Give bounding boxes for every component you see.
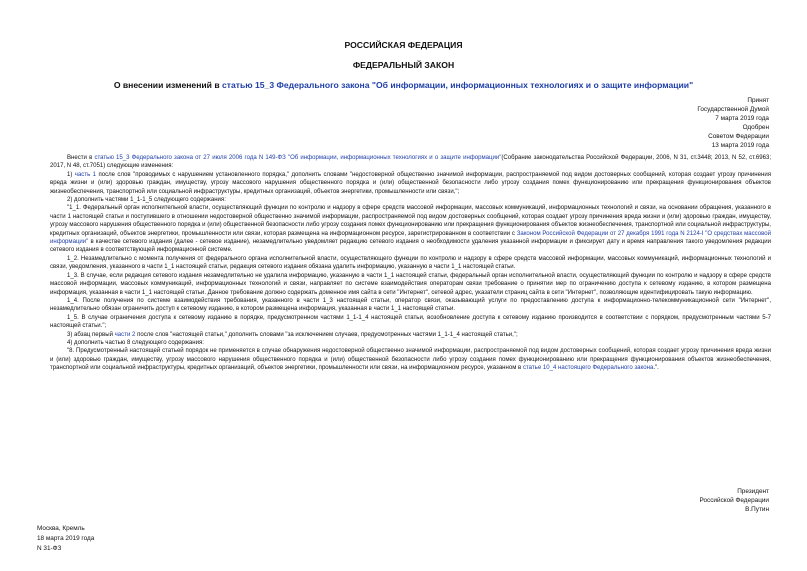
signature-line: В.Путин <box>745 506 769 513</box>
country-heading: РОССИЙСКАЯ ФЕДЕРАЦИЯ <box>344 40 463 50</box>
paragraph-item-4: 4) дополнить частью 8 следующего содержания: <box>67 339 204 346</box>
text: Внести в <box>67 155 95 161</box>
approval-line: 13 марта 2019 года <box>711 142 769 149</box>
paragraph-part-1-3: 1_3. В случае, если редакция сетевого издания незамедлительно не удалила информацию, указанную в части 1_1 настоящей статьи, федеральный орган исполнительной власти, осуществляющий функции по контролю и надзору в сфере средств массовой информации, массовых коммуникаций, информационных технологий и связи, направляет по системе взаимодействия операторам связи требование о принятии мер по ограничению доступа к сетевому изданию, в котором размещена информация, указанная в части 1_1 настоящей статьи. Данное требование должно содержать доменное имя сайта в сети "Интернет", сетевой адрес, указатели страниц сайта в сети "Интернет", позволяющие идентифицировать такую информацию. <box>50 272 771 296</box>
paragraph-item-1 <box>50 171 771 196</box>
part-2-link[interactable]: части 2 <box>114 331 136 338</box>
paragraph-part-1-5: 1_5. В случае ограничения доступа к сетевому изданию в порядке, предусмотренном частями 1_1-1_4 настоящей статьи, возобновление доступа к сетевому изданию производится в соответствии с порядком, предусмотренным частями 5-7 настоящей статьи."; <box>50 314 771 330</box>
signature-line: Президент <box>737 488 769 495</box>
law-title <box>0 80 807 90</box>
text: после слов "проводимых с нарушением установленного порядка," дополнить словами "недостоверной общественно значимой информации, распространяемой под видом достоверных сообщений, которая создает угрозу причинения вреда жизни и (или) здоровью граждан, имуществу, угрозу массового нарушения общественного порядка и (или) общественной безопасности либо угрозу создания помех функционированию или прекращения функционирования объектов жизнеобеспечения, транспортной или социальной инфраструктуры, кредитных организаций, объектов энергетики, промышленности или связи,"; <box>50 171 771 195</box>
text: после слов "настоящей статьи," дополнить словами "за исключением случаев, предусмотренных частями 1_1-1_4 настоящей статьи,"; <box>135 331 518 338</box>
paragraph-item-2: 2) дополнить частями 1_1-1_5 следующего содержания: <box>67 197 226 204</box>
footer-block <box>37 524 94 554</box>
paragraph-intro <box>50 154 771 171</box>
doc-type-heading: ФЕДЕРАЛЬНЫЙ ЗАКОН <box>352 60 455 70</box>
approval-line: Государственной Думой <box>697 106 769 113</box>
approval-line: Одобрен <box>742 124 769 131</box>
paragraph-item-3 <box>50 331 771 339</box>
text: (Собрание законодательства Российской Федерации, 2006, N 31, ст.3448; 2013, N 52, ст.6963; 2017, N 48, ст.7051) следующие изменения: <box>50 155 771 170</box>
signature-line: Российской Федерации <box>699 497 769 504</box>
law-body <box>50 154 771 373</box>
law-number: N 31-ФЗ <box>37 545 62 552</box>
approval-block <box>569 96 769 150</box>
signature-block <box>569 487 769 514</box>
paragraph-part-8 <box>50 347 771 372</box>
mass-media-law-link[interactable]: Законом Российской Федерации от 27 декабря 1991 года N 2124-I "О средствах массовой информации" <box>50 230 772 246</box>
part-1-link[interactable]: часть 1 <box>74 171 97 178</box>
signing-place: Москва, Кремль <box>37 525 85 532</box>
text: 3) абзац первый <box>67 331 115 338</box>
law-title-text: О внесении изменений в <box>113 80 223 90</box>
approval-line: 7 марта 2019 года <box>715 115 769 122</box>
text: "1_1. Федеральный орган исполнительной власти, осуществляющий функции по контролю и надзору в сфере средств массовой информации, массовых коммуникаций, информационных технологий и связи, на основании обращения, указанного в части 1 настоящей статьи и поступившего в отношении недостоверной общественно значимой информации, распространяемой под видом достоверных сообщений, которая создает угрозу причинения вреда жизни и (или) здоровью граждан, имуществу, угрозу массового нарушения общественного порядка и (или) общественной безопасности либо угрозу создания помех функционированию или прекращения функционирования объектов жизнеобеспечения, транспортной или социальной инфраструктуры, кредитных организаций, объектов энергетики, промышленности или связи, которая размещена на информационном ресурсе, зарегистрированном в соответствии с <box>50 205 771 237</box>
paragraph-part-1-4: 1_4. После получения по системе взаимодействия требования, указанного в части 1_3 настоящей статьи, оператор связи, оказывающий услуги по предоставлению доступа к информационно-телекоммуникационной сети "Интернет", незамедлительно обязан ограничить доступ к сетевому изданию, в котором размещена информация, указанная в части 1_1 настоящей статьи. <box>50 297 771 313</box>
text: .". <box>653 365 659 372</box>
paragraph-part-1-2: 1_2. Незамедлительно с момента получения от федерального органа исполнительной власти, осуществляющего функции по контролю и надзору в сфере средств массовой информации, массовых коммуникаций, информационных технологий и связи, уведомления, указанного в части 1_1 настоящей статьи, редакция сетевого издания обязана удалить информацию, указанную в части 1_1 настоящей статьи. <box>50 255 771 271</box>
text: "8. Предусмотренный настоящей статьей порядок не применяется в случае обнаружения недостоверной общественно значимой информации, распространяемой под видом достоверных сообщений, которая создает угрозу причинения вреда жизни и (или) здоровью граждан, имуществу, угрозу массового нарушения общественного порядка и (или) общественной безопасности либо угрозу создания помех функционированию или прекращения функционирования объектов жизнеобеспечения, транспортной или социальной инфраструктуры, кредитных организаций, объектов энергетики, промышленности или связи, на информационном ресурсе, указанном в <box>50 348 771 372</box>
law-title-link[interactable]: статью 15_3 Федерального закона "Об информации, информационных технологиях и о защите информации" <box>222 80 694 90</box>
article-link[interactable]: статью 15_3 Федерального закона от 27 июля 2006 года N 149-ФЗ "Об информации, информационных технологиях и о защите информации" <box>94 155 502 161</box>
article-10-4-link[interactable]: статье 10_4 настоящего Федерального закона <box>522 365 654 372</box>
signing-date: 18 марта 2019 года <box>37 535 95 542</box>
approval-line: Советом Федерации <box>708 133 769 140</box>
text: 1) <box>67 171 75 178</box>
text: в качестве сетевого издания (далее - сетевое издание), незамедлительно уведомляет редакцию сетевого издания о необходимости удаления указанной информации и фиксирует дату и время направления такого уведомления редакции сетевого издания в соответствующей информационной системе. <box>50 239 771 254</box>
paragraph-part-1-1 <box>50 204 771 254</box>
approval-line: Принят <box>747 97 769 104</box>
